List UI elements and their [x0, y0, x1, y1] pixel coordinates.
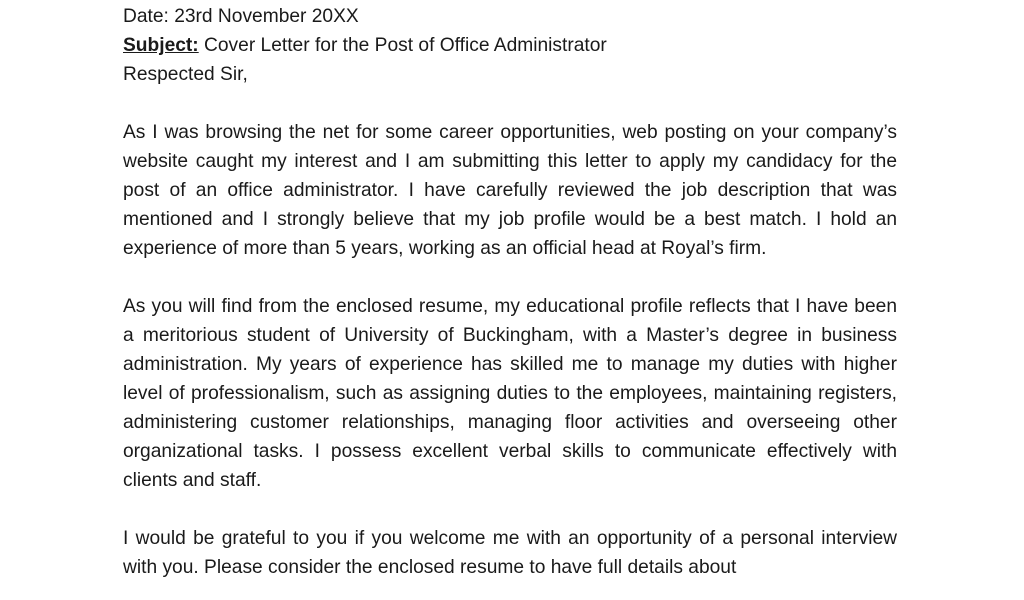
subject-text: Cover Letter for the Post of Office Administrator	[198, 35, 607, 56]
letter-paragraph: As I was browsing the net for some career opportunities, web posting on your company’s website caught my interest and I am submitting this letter to apply my candidacy for the post of an office administrator. I have carefully reviewed the job description that was mentioned and I strongly believe that my job profile would be a best match. I hold an experience of more than 5 years, working as an official head at Royal’s firm.	[123, 122, 897, 259]
letter-date: Date: 23rd November 20XX	[123, 6, 359, 27]
letter-salutation: Respected Sir,	[123, 64, 248, 85]
letter-body	[123, 2, 897, 582]
letter-subject-line	[123, 31, 897, 60]
letter-paragraph: As you will find from the enclosed resume, my educational profile reflects that I have been a meritorious student of University of Buckingham, with a Master’s degree in business administration. My years of experience has skilled me to manage my duties with higher level of professionalism, such as assigning duties to the employees, maintaining registers, administering customer relationships, managing floor activities and overseeing other organizational tasks. I possess excellent verbal skills to communicate effectively with clients and staff.	[123, 296, 897, 491]
subject-label: Subject:	[123, 35, 199, 56]
letter-paragraph: I would be grateful to you if you welcome me with an opportunity of a personal interview with you. Please consider the enclosed resume to have full details about	[123, 528, 897, 578]
